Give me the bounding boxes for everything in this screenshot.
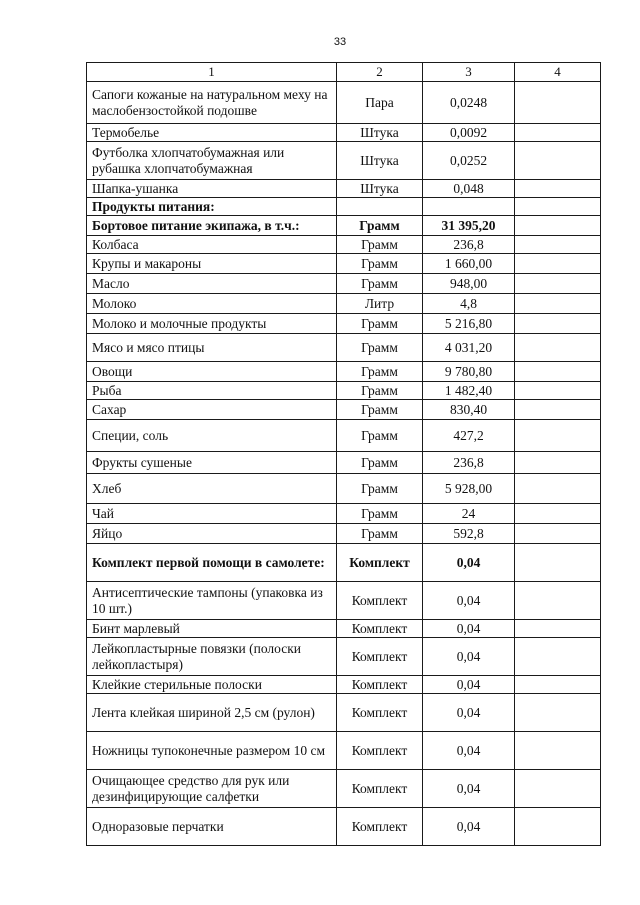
table-row bbox=[87, 808, 601, 846]
unit-cell: Комплект bbox=[337, 808, 423, 846]
column-4-cell bbox=[515, 474, 601, 504]
quantity-cell: 9 780,80 bbox=[423, 362, 515, 382]
quantity-cell: 592,8 bbox=[423, 524, 515, 544]
item-name-cell: Шапка-ушанка bbox=[87, 180, 337, 198]
unit-cell: Комплект bbox=[337, 620, 423, 638]
column-header-2: 2 bbox=[337, 63, 423, 82]
unit-cell: Литр bbox=[337, 294, 423, 314]
table-row bbox=[87, 294, 601, 314]
item-name-cell: Мясо и мясо птицы bbox=[87, 334, 337, 362]
table-row bbox=[87, 82, 601, 124]
column-header-3: 3 bbox=[423, 63, 515, 82]
quantity-cell: 0,04 bbox=[423, 638, 515, 676]
unit-cell: Грамм bbox=[337, 382, 423, 400]
item-name-cell: Яйцо bbox=[87, 524, 337, 544]
quantity-cell: 830,40 bbox=[423, 400, 515, 420]
unit-cell: Грамм bbox=[337, 216, 423, 236]
quantity-cell: 0,0248 bbox=[423, 82, 515, 124]
item-name-cell: Лейкопластырные повязки (полоски лейкопластыря) bbox=[87, 638, 337, 676]
column-4-cell bbox=[515, 504, 601, 524]
table-row bbox=[87, 334, 601, 362]
item-name-cell: Чай bbox=[87, 504, 337, 524]
unit-cell: Грамм bbox=[337, 420, 423, 452]
column-4-cell bbox=[515, 254, 601, 274]
table-row bbox=[87, 216, 601, 236]
item-name-cell: Молоко и молочные продукты bbox=[87, 314, 337, 334]
table-row bbox=[87, 198, 601, 216]
column-header-1: 1 bbox=[87, 63, 337, 82]
unit-cell: Грамм bbox=[337, 274, 423, 294]
item-name-cell: Очищающее средство для рук или дезинфицирующие салфетки bbox=[87, 770, 337, 808]
column-4-cell bbox=[515, 732, 601, 770]
table-row bbox=[87, 254, 601, 274]
table-row bbox=[87, 544, 601, 582]
table-row bbox=[87, 180, 601, 198]
column-4-cell bbox=[515, 274, 601, 294]
unit-cell: Грамм bbox=[337, 254, 423, 274]
table-row bbox=[87, 420, 601, 452]
column-4-cell bbox=[515, 808, 601, 846]
quantity-cell: 236,8 bbox=[423, 452, 515, 474]
quantity-cell: 4 031,20 bbox=[423, 334, 515, 362]
quantity-cell: 0,04 bbox=[423, 676, 515, 694]
item-name-cell: Комплект первой помощи в самолете: bbox=[87, 544, 337, 582]
item-name-cell: Продукты питания: bbox=[87, 198, 337, 216]
table-row bbox=[87, 236, 601, 254]
column-4-cell bbox=[515, 236, 601, 254]
quantity-cell: 0,04 bbox=[423, 732, 515, 770]
table-row bbox=[87, 362, 601, 382]
column-4-cell bbox=[515, 676, 601, 694]
column-4-cell bbox=[515, 180, 601, 198]
quantity-cell: 5 928,00 bbox=[423, 474, 515, 504]
column-4-cell bbox=[515, 216, 601, 236]
column-4-cell bbox=[515, 198, 601, 216]
item-name-cell: Антисептические тампоны (упаковка из 10 шт.) bbox=[87, 582, 337, 620]
unit-cell: Грамм bbox=[337, 504, 423, 524]
column-header-4: 4 bbox=[515, 63, 601, 82]
unit-cell bbox=[337, 198, 423, 216]
unit-cell: Грамм bbox=[337, 362, 423, 382]
item-name-cell: Специи, соль bbox=[87, 420, 337, 452]
quantity-cell: 0,04 bbox=[423, 544, 515, 582]
column-4-cell bbox=[515, 638, 601, 676]
table-row bbox=[87, 142, 601, 180]
unit-cell: Грамм bbox=[337, 334, 423, 362]
item-name-cell: Колбаса bbox=[87, 236, 337, 254]
quantity-cell: 4,8 bbox=[423, 294, 515, 314]
item-name-cell: Бортовое питание экипажа, в т.ч.: bbox=[87, 216, 337, 236]
column-4-cell bbox=[515, 294, 601, 314]
unit-cell: Грамм bbox=[337, 524, 423, 544]
quantity-cell: 24 bbox=[423, 504, 515, 524]
item-name-cell: Одноразовые перчатки bbox=[87, 808, 337, 846]
unit-cell: Комплект bbox=[337, 694, 423, 732]
unit-cell: Грамм bbox=[337, 400, 423, 420]
table-row bbox=[87, 770, 601, 808]
quantity-cell: 0,04 bbox=[423, 770, 515, 808]
quantity-cell: 0,0092 bbox=[423, 124, 515, 142]
unit-cell: Пара bbox=[337, 82, 423, 124]
item-name-cell: Лента клейкая шириной 2,5 см (рулон) bbox=[87, 694, 337, 732]
unit-cell: Грамм bbox=[337, 236, 423, 254]
unit-cell: Комплект bbox=[337, 638, 423, 676]
unit-cell: Грамм bbox=[337, 474, 423, 504]
column-4-cell bbox=[515, 124, 601, 142]
item-name-cell: Бинт марлевый bbox=[87, 620, 337, 638]
column-4-cell bbox=[515, 82, 601, 124]
unit-cell: Штука bbox=[337, 124, 423, 142]
column-4-cell bbox=[515, 420, 601, 452]
item-name-cell: Термобелье bbox=[87, 124, 337, 142]
table-row bbox=[87, 524, 601, 544]
item-name-cell: Футболка хлопчатобумажная или рубашка хлопчатобумажная bbox=[87, 142, 337, 180]
quantity-cell: 1 482,40 bbox=[423, 382, 515, 400]
item-name-cell: Ножницы тупоконечные размером 10 см bbox=[87, 732, 337, 770]
table-row bbox=[87, 274, 601, 294]
quantity-cell: 31 395,20 bbox=[423, 216, 515, 236]
table-row bbox=[87, 474, 601, 504]
quantity-cell: 427,2 bbox=[423, 420, 515, 452]
column-4-cell bbox=[515, 362, 601, 382]
table-row bbox=[87, 694, 601, 732]
item-name-cell: Молоко bbox=[87, 294, 337, 314]
unit-cell: Штука bbox=[337, 142, 423, 180]
item-name-cell: Хлеб bbox=[87, 474, 337, 504]
unit-cell: Грамм bbox=[337, 452, 423, 474]
quantity-cell: 0,0252 bbox=[423, 142, 515, 180]
item-name-cell: Фрукты сушеные bbox=[87, 452, 337, 474]
quantity-cell: 236,8 bbox=[423, 236, 515, 254]
quantity-cell: 0,04 bbox=[423, 582, 515, 620]
quantity-cell: 5 216,80 bbox=[423, 314, 515, 334]
column-4-cell bbox=[515, 334, 601, 362]
unit-cell: Грамм bbox=[337, 314, 423, 334]
table-row bbox=[87, 400, 601, 420]
item-name-cell: Сахар bbox=[87, 400, 337, 420]
page-number: 33 bbox=[333, 36, 347, 48]
column-4-cell bbox=[515, 694, 601, 732]
table-row bbox=[87, 382, 601, 400]
column-4-cell bbox=[515, 524, 601, 544]
table-row bbox=[87, 504, 601, 524]
item-name-cell: Сапоги кожаные на натуральном меху на маслобензостойкой подошве bbox=[87, 82, 337, 124]
item-name-cell: Крупы и макароны bbox=[87, 254, 337, 274]
unit-cell: Комплект bbox=[337, 544, 423, 582]
column-4-cell bbox=[515, 382, 601, 400]
quantity-cell: 0,048 bbox=[423, 180, 515, 198]
table-row bbox=[87, 582, 601, 620]
item-name-cell: Рыба bbox=[87, 382, 337, 400]
table-row bbox=[87, 452, 601, 474]
unit-cell: Комплект bbox=[337, 676, 423, 694]
item-name-cell: Овощи bbox=[87, 362, 337, 382]
column-4-cell bbox=[515, 582, 601, 620]
column-4-cell bbox=[515, 142, 601, 180]
quantity-cell: 0,04 bbox=[423, 808, 515, 846]
supplies-table bbox=[86, 62, 601, 846]
quantity-cell: 0,04 bbox=[423, 694, 515, 732]
item-name-cell: Масло bbox=[87, 274, 337, 294]
column-4-cell bbox=[515, 400, 601, 420]
unit-cell: Комплект bbox=[337, 732, 423, 770]
table-header-row bbox=[87, 63, 601, 82]
table-row bbox=[87, 732, 601, 770]
quantity-cell bbox=[423, 198, 515, 216]
quantity-cell: 1 660,00 bbox=[423, 254, 515, 274]
quantity-cell: 948,00 bbox=[423, 274, 515, 294]
column-4-cell bbox=[515, 314, 601, 334]
column-4-cell bbox=[515, 544, 601, 582]
column-4-cell bbox=[515, 620, 601, 638]
unit-cell: Комплект bbox=[337, 770, 423, 808]
table-row bbox=[87, 676, 601, 694]
quantity-cell: 0,04 bbox=[423, 620, 515, 638]
table-row bbox=[87, 638, 601, 676]
item-name-cell: Клейкие стерильные полоски bbox=[87, 676, 337, 694]
column-4-cell bbox=[515, 452, 601, 474]
table-body bbox=[87, 63, 601, 846]
unit-cell: Штука bbox=[337, 180, 423, 198]
table-row bbox=[87, 620, 601, 638]
table-row bbox=[87, 314, 601, 334]
unit-cell: Комплект bbox=[337, 582, 423, 620]
table-row bbox=[87, 124, 601, 142]
column-4-cell bbox=[515, 770, 601, 808]
